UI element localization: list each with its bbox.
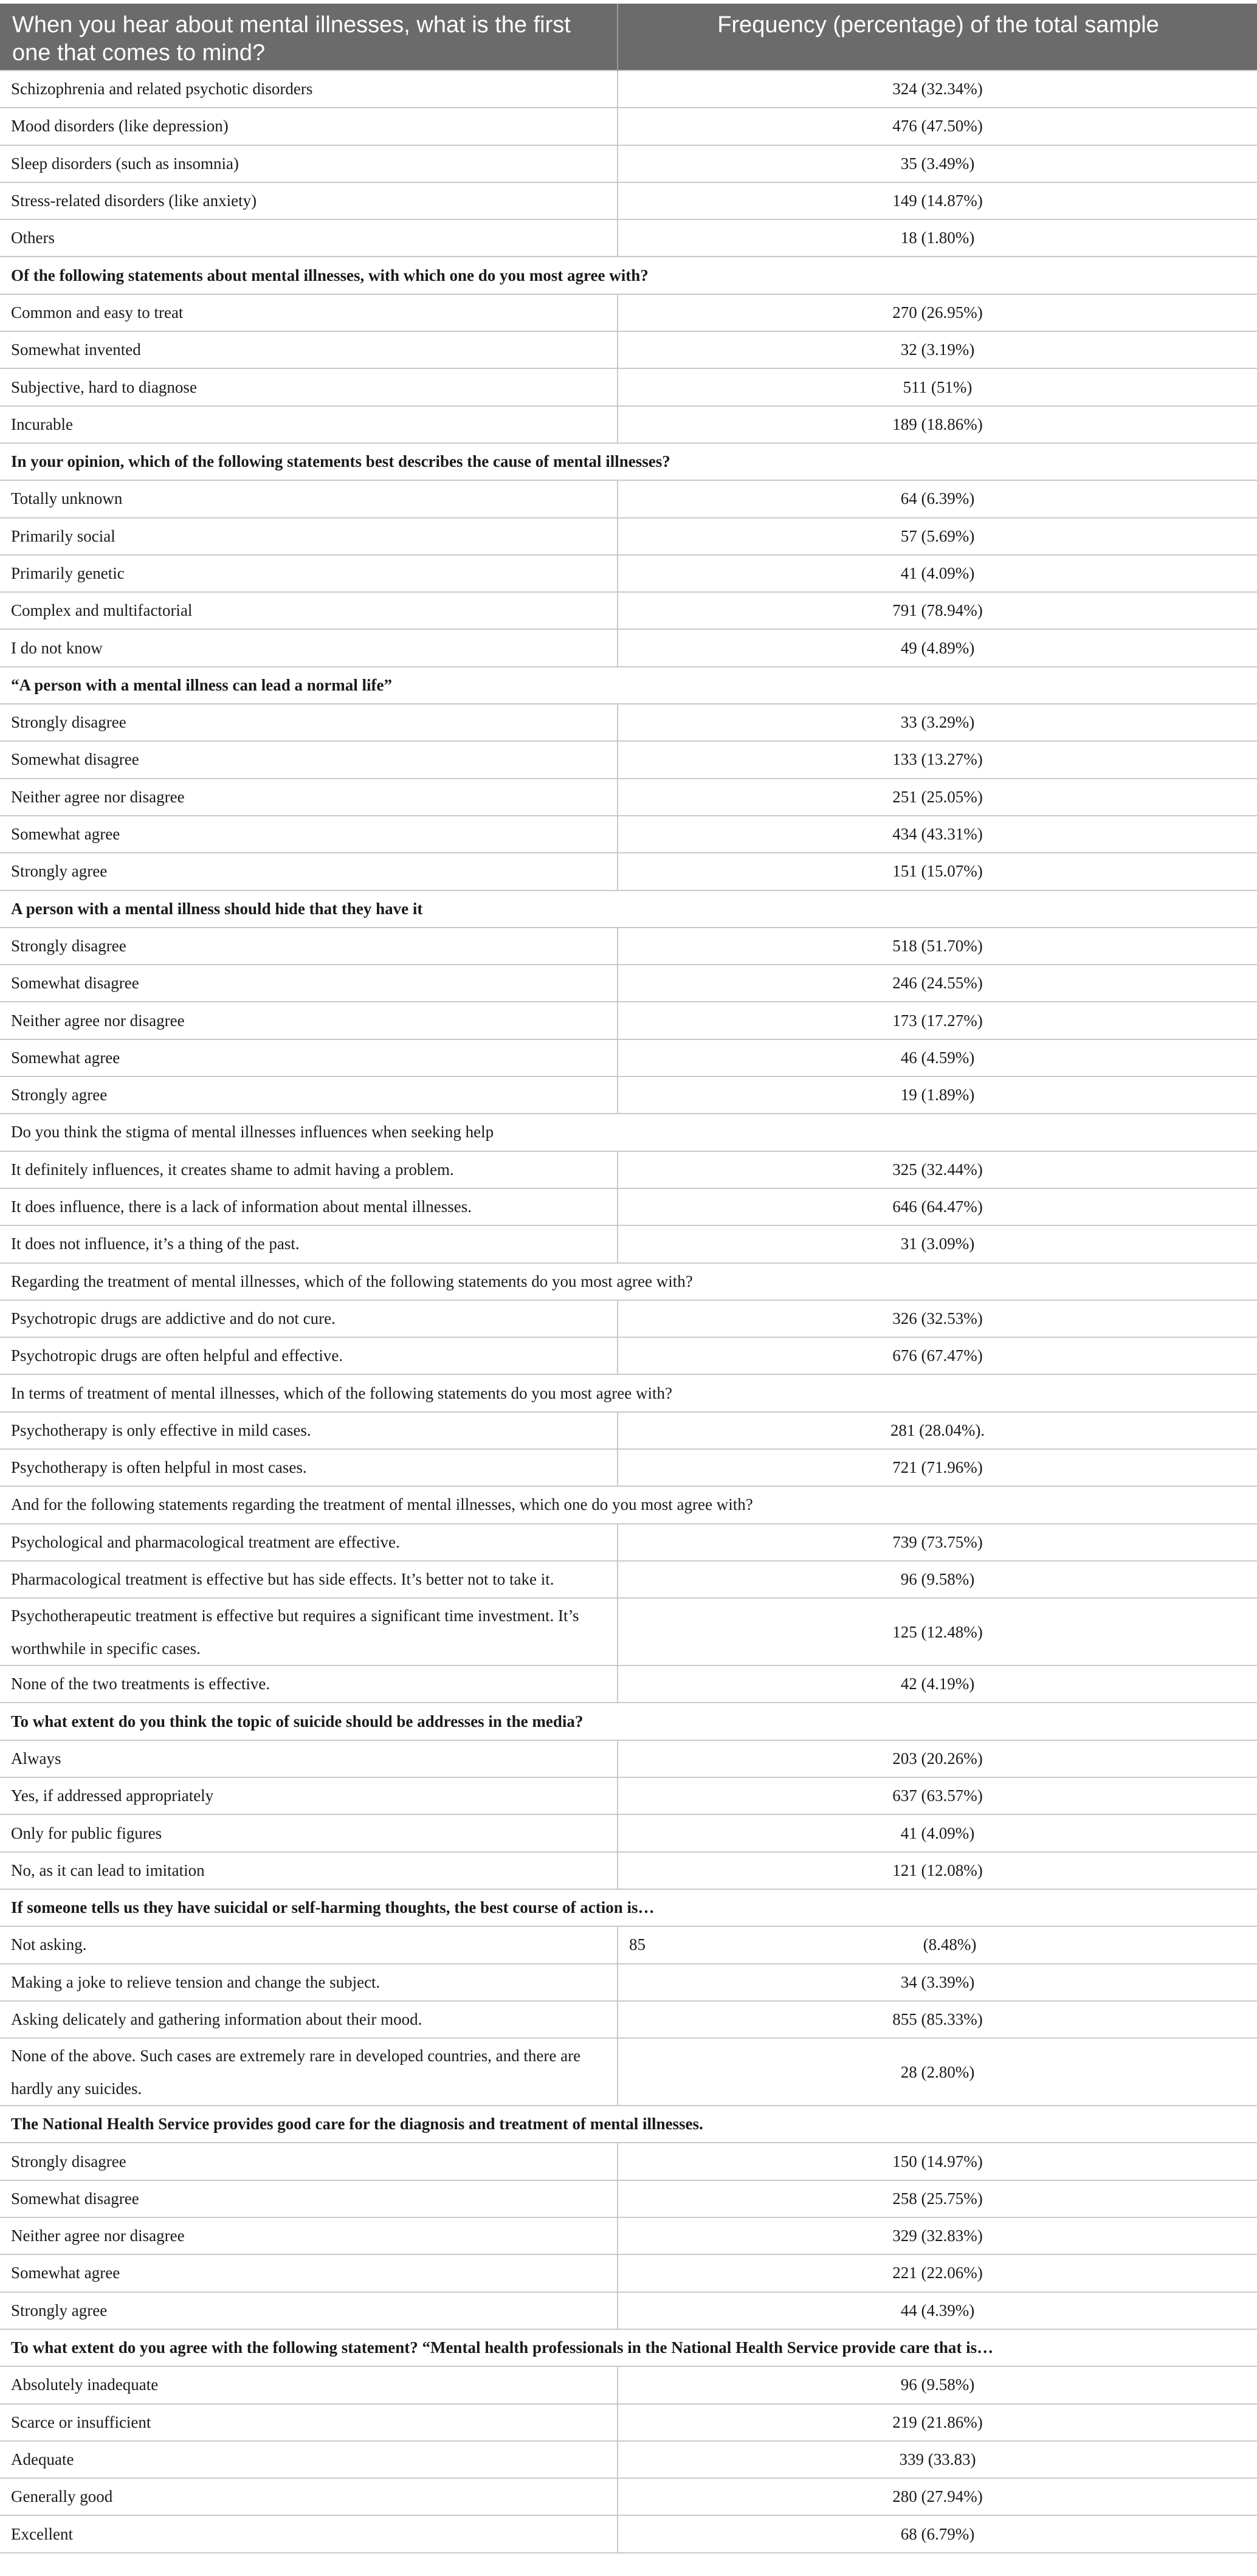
answer-label: Only for public figures <box>0 1814 618 1851</box>
answer-label: Psychological and pharmacological treatment are effective. <box>0 1524 618 1561</box>
table-row <box>0 219 1257 257</box>
section-question: The National Health Service provides good care for the diagnosis and treatment of mental illnesses. <box>0 2106 1257 2143</box>
answer-label: Making a joke to relieve tension and change the subject. <box>0 1964 618 2001</box>
answer-frequency: 173 (17.27%) <box>618 1002 1257 1039</box>
answer-label: Not asking. <box>0 1926 618 1963</box>
answer-frequency: 150 (14.97%) <box>618 2143 1257 2180</box>
answer-frequency: 646 (64.47%) <box>618 1188 1257 1225</box>
section-question-row <box>0 890 1257 928</box>
table-row <box>0 965 1257 1002</box>
survey-results-table <box>0 4 1257 2554</box>
table-row <box>0 1964 1257 2001</box>
answer-label: Subjective, hard to diagnose <box>0 368 618 405</box>
table-row <box>0 182 1257 219</box>
table-row <box>0 1300 1257 1337</box>
answer-label: Psychotherapy is often helpful in most cases. <box>0 1449 618 1486</box>
table-row <box>0 108 1257 145</box>
answer-frequency: 32 (3.19%) <box>618 331 1257 368</box>
answer-label: Somewhat invented <box>0 331 618 368</box>
answer-frequency: 19 (1.89%) <box>618 1076 1257 1114</box>
answer-label: Absolutely inadequate <box>0 2366 618 2403</box>
table-row <box>0 2217 1257 2254</box>
answer-frequency: 434 (43.31%) <box>618 816 1257 853</box>
answer-frequency: 64 (6.39%) <box>618 480 1257 517</box>
answer-frequency: 676 (67.47%) <box>618 1337 1257 1374</box>
table-row <box>0 1524 1257 1561</box>
answer-label: Yes, if addressed appropriately <box>0 1777 618 1814</box>
table-row <box>0 2292 1257 2329</box>
answer-label: Neither agree nor disagree <box>0 2217 618 2254</box>
answer-label: Scarce or insufficient <box>0 2404 618 2441</box>
answer-frequency: 41 (4.09%) <box>618 555 1257 592</box>
answer-label: Psychotropic drugs are addictive and do not cure. <box>0 1300 618 1337</box>
table-row <box>0 853 1257 890</box>
answer-label: Strongly disagree <box>0 2143 618 2180</box>
header-question: When you hear about mental illnesses, what is the first one that comes to mind? <box>0 4 618 71</box>
answer-frequency: 258 (25.75%) <box>618 2180 1257 2217</box>
section-question: And for the following statements regarding the treatment of mental illnesses, which one do you most agree with? <box>0 1486 1257 1523</box>
answer-frequency: 203 (20.26%) <box>618 1740 1257 1777</box>
section-question-row <box>0 1703 1257 1740</box>
answer-frequency: 637 (63.57%) <box>618 1777 1257 1814</box>
answer-frequency: 280 (27.94%) <box>618 2478 1257 2515</box>
table-row <box>0 1740 1257 1777</box>
section-question: Regarding the treatment of mental illnesses, which of the following statements do you most agree with? <box>0 1263 1257 1300</box>
table-row <box>0 1151 1257 1188</box>
answer-label: Others <box>0 219 618 257</box>
table-row <box>0 629 1257 666</box>
answer-label: Asking delicately and gathering information about their mood. <box>0 2001 618 2038</box>
answer-label: Psychotherapy is only effective in mild cases. <box>0 1412 618 1449</box>
answer-frequency: 44 (4.39%) <box>618 2292 1257 2329</box>
answer-frequency: 35 (3.49%) <box>618 145 1257 182</box>
answer-frequency <box>618 1926 1257 1963</box>
answer-label: Neither agree nor disagree <box>0 779 618 816</box>
answer-frequency: 34 (3.39%) <box>618 1964 1257 2001</box>
answer-label: Primarily genetic <box>0 555 618 592</box>
answer-label: Somewhat disagree <box>0 965 618 1002</box>
table-row <box>0 1449 1257 1486</box>
answer-label: Mood disorders (like depression) <box>0 108 618 145</box>
table-row <box>0 2180 1257 2217</box>
section-question: Do you think the stigma of mental illnesses influences when seeking help <box>0 1114 1257 1151</box>
answer-frequency: 721 (71.96%) <box>618 1449 1257 1486</box>
answer-frequency: 31 (3.09%) <box>618 1225 1257 1262</box>
table-row <box>0 406 1257 443</box>
table-row <box>0 1039 1257 1076</box>
answer-label: It does not influence, it’s a thing of the past. <box>0 1225 618 1262</box>
section-question-row <box>0 2106 1257 2143</box>
header-frequency: Frequency (percentage) of the total sample <box>618 4 1257 71</box>
answer-frequency: 68 (6.79%) <box>618 2515 1257 2552</box>
table-row <box>0 1412 1257 1449</box>
table-row <box>0 592 1257 629</box>
table-row <box>0 2254 1257 2292</box>
answer-label: Strongly disagree <box>0 704 618 741</box>
section-question: In your opinion, which of the following statements best describes the cause of mental illnesses? <box>0 443 1257 480</box>
answer-frequency: 96 (9.58%) <box>618 2366 1257 2403</box>
section-question-row <box>0 1114 1257 1151</box>
answer-frequency: 149 (14.87%) <box>618 182 1257 219</box>
answer-frequency: 324 (32.34%) <box>618 71 1257 108</box>
table-body <box>0 71 1257 2553</box>
answer-frequency: 791 (78.94%) <box>618 592 1257 629</box>
answer-frequency: 57 (5.69%) <box>618 518 1257 555</box>
answer-frequency: 518 (51.70%) <box>618 928 1257 965</box>
section-question-row <box>0 1374 1257 1411</box>
section-question-row <box>0 667 1257 704</box>
answer-label: Adequate <box>0 2441 618 2478</box>
answer-label: It definitely influences, it creates shame to admit having a problem. <box>0 1151 618 1188</box>
section-question-row <box>0 443 1257 480</box>
answer-label: Somewhat agree <box>0 1039 618 1076</box>
answer-frequency: 221 (22.06%) <box>618 2254 1257 2292</box>
table-row <box>0 1561 1257 1598</box>
answer-frequency: 219 (21.86%) <box>618 2404 1257 2441</box>
answer-label: Common and easy to treat <box>0 294 618 331</box>
table-row <box>0 1076 1257 1114</box>
table-row <box>0 294 1257 331</box>
answer-label: Strongly agree <box>0 2292 618 2329</box>
table-row <box>0 1188 1257 1225</box>
answer-label: Totally unknown <box>0 480 618 517</box>
answer-label: I do not know <box>0 629 618 666</box>
answer-label: Psychotropic drugs are often helpful and effective. <box>0 1337 618 1374</box>
table-row <box>0 480 1257 517</box>
answer-label: Generally good <box>0 2478 618 2515</box>
survey-table-container <box>0 4 1257 2554</box>
answer-label: Sleep disorders (such as insomnia) <box>0 145 618 182</box>
section-question-row <box>0 1889 1257 1926</box>
table-row <box>0 816 1257 853</box>
answer-label: Schizophrenia and related psychotic disorders <box>0 71 618 108</box>
answer-frequency: 251 (25.05%) <box>618 779 1257 816</box>
table-row <box>0 779 1257 816</box>
answer-label: Excellent <box>0 2515 618 2552</box>
table-row <box>0 2515 1257 2552</box>
section-question-row <box>0 1263 1257 1300</box>
table-row <box>0 2001 1257 2038</box>
table-row <box>0 2404 1257 2441</box>
answer-label: Strongly disagree <box>0 928 618 965</box>
answer-label: Pharmacological treatment is effective but has side effects. It’s better not to take it. <box>0 1561 618 1598</box>
answer-label: Strongly agree <box>0 1076 618 1114</box>
table-row <box>0 555 1257 592</box>
section-question: A person with a mental illness should hide that they have it <box>0 890 1257 928</box>
table-header <box>0 4 1257 71</box>
answer-frequency: 511 (51%) <box>618 368 1257 405</box>
table-row <box>0 1777 1257 1814</box>
answer-frequency: 325 (32.44%) <box>618 1151 1257 1188</box>
answer-frequency: 125 (12.48%) <box>618 1598 1257 1665</box>
table-row <box>0 1598 1257 1665</box>
answer-label: Strongly agree <box>0 853 618 890</box>
answer-frequency: 329 (32.83%) <box>618 2217 1257 2254</box>
answer-label: Somewhat agree <box>0 816 618 853</box>
answer-label: None of the two treatments is effective. <box>0 1665 618 1703</box>
section-question: In terms of treatment of mental illnesses, which of the following statements do you most agree with? <box>0 1374 1257 1411</box>
answer-label: Somewhat disagree <box>0 2180 618 2217</box>
answer-frequency: 121 (12.08%) <box>618 1852 1257 1889</box>
table-row <box>0 704 1257 741</box>
table-row <box>0 1002 1257 1039</box>
answer-label: Incurable <box>0 406 618 443</box>
answer-frequency: 476 (47.50%) <box>618 108 1257 145</box>
table-row <box>0 2143 1257 2180</box>
section-question: Of the following statements about mental illnesses, with which one do you most agree with? <box>0 257 1257 294</box>
answer-frequency: 281 (28.04%). <box>618 1412 1257 1449</box>
table-row <box>0 741 1257 778</box>
section-question: “A person with a mental illness can lead a normal life” <box>0 667 1257 704</box>
table-row <box>0 1337 1257 1374</box>
answer-label: Complex and multifactorial <box>0 592 618 629</box>
section-question: If someone tells us they have suicidal or self-harming thoughts, the best course of action is… <box>0 1889 1257 1926</box>
section-question-row <box>0 2329 1257 2366</box>
table-row <box>0 1926 1257 1963</box>
answer-frequency: 133 (13.27%) <box>618 741 1257 778</box>
answer-label: Primarily social <box>0 518 618 555</box>
table-row <box>0 145 1257 182</box>
table-row <box>0 518 1257 555</box>
answer-label: Psychotherapeutic treatment is effective but requires a significant time investment. It’s worthwhile in specific cases. <box>0 1598 618 1665</box>
table-row <box>0 2441 1257 2478</box>
answer-label: Neither agree nor disagree <box>0 1002 618 1039</box>
header-row <box>0 4 1257 71</box>
answer-frequency: 49 (4.89%) <box>618 629 1257 666</box>
section-question: To what extent do you think the topic of suicide should be addresses in the media? <box>0 1703 1257 1740</box>
answer-label: Somewhat agree <box>0 2254 618 2292</box>
table-row <box>0 1852 1257 1889</box>
answer-frequency: 189 (18.86%) <box>618 406 1257 443</box>
table-row <box>0 1814 1257 1851</box>
answer-frequency: 739 (73.75%) <box>618 1524 1257 1561</box>
table-row <box>0 2366 1257 2403</box>
answer-frequency: 96 (9.58%) <box>618 1561 1257 1598</box>
frequency-count: 85 <box>629 1935 646 1954</box>
table-row <box>0 1225 1257 1262</box>
answer-label: It does influence, there is a lack of information about mental illnesses. <box>0 1188 618 1225</box>
table-row <box>0 928 1257 965</box>
answer-label: No, as it can lead to imitation <box>0 1852 618 1889</box>
frequency-split <box>629 1935 1246 1954</box>
frequency-percent: (8.48%) <box>923 1935 977 1954</box>
answer-frequency: 326 (32.53%) <box>618 1300 1257 1337</box>
table-row <box>0 331 1257 368</box>
answer-frequency: 33 (3.29%) <box>618 704 1257 741</box>
answer-frequency: 18 (1.80%) <box>618 219 1257 257</box>
answer-frequency: 855 (85.33%) <box>618 2001 1257 2038</box>
section-question-row <box>0 1486 1257 1523</box>
answer-frequency: 270 (26.95%) <box>618 294 1257 331</box>
table-row <box>0 71 1257 108</box>
answer-frequency: 246 (24.55%) <box>618 965 1257 1002</box>
answer-label: None of the above. Such cases are extremely rare in developed countries, and there are hardly any suicides. <box>0 2038 618 2106</box>
answer-frequency: 339 (33.83) <box>618 2441 1257 2478</box>
table-row <box>0 1665 1257 1703</box>
table-row <box>0 2478 1257 2515</box>
answer-label: Somewhat disagree <box>0 741 618 778</box>
answer-frequency: 41 (4.09%) <box>618 1814 1257 1851</box>
table-row <box>0 2038 1257 2106</box>
answer-label: Always <box>0 1740 618 1777</box>
section-question-row <box>0 257 1257 294</box>
table-row <box>0 368 1257 405</box>
answer-frequency: 46 (4.59%) <box>618 1039 1257 1076</box>
answer-frequency: 28 (2.80%) <box>618 2038 1257 2106</box>
answer-frequency: 151 (15.07%) <box>618 853 1257 890</box>
answer-label: Stress-related disorders (like anxiety) <box>0 182 618 219</box>
section-question: To what extent do you agree with the following statement? “Mental health professionals in the National Health Service provide care that is… <box>0 2329 1257 2366</box>
answer-frequency: 42 (4.19%) <box>618 1665 1257 1703</box>
